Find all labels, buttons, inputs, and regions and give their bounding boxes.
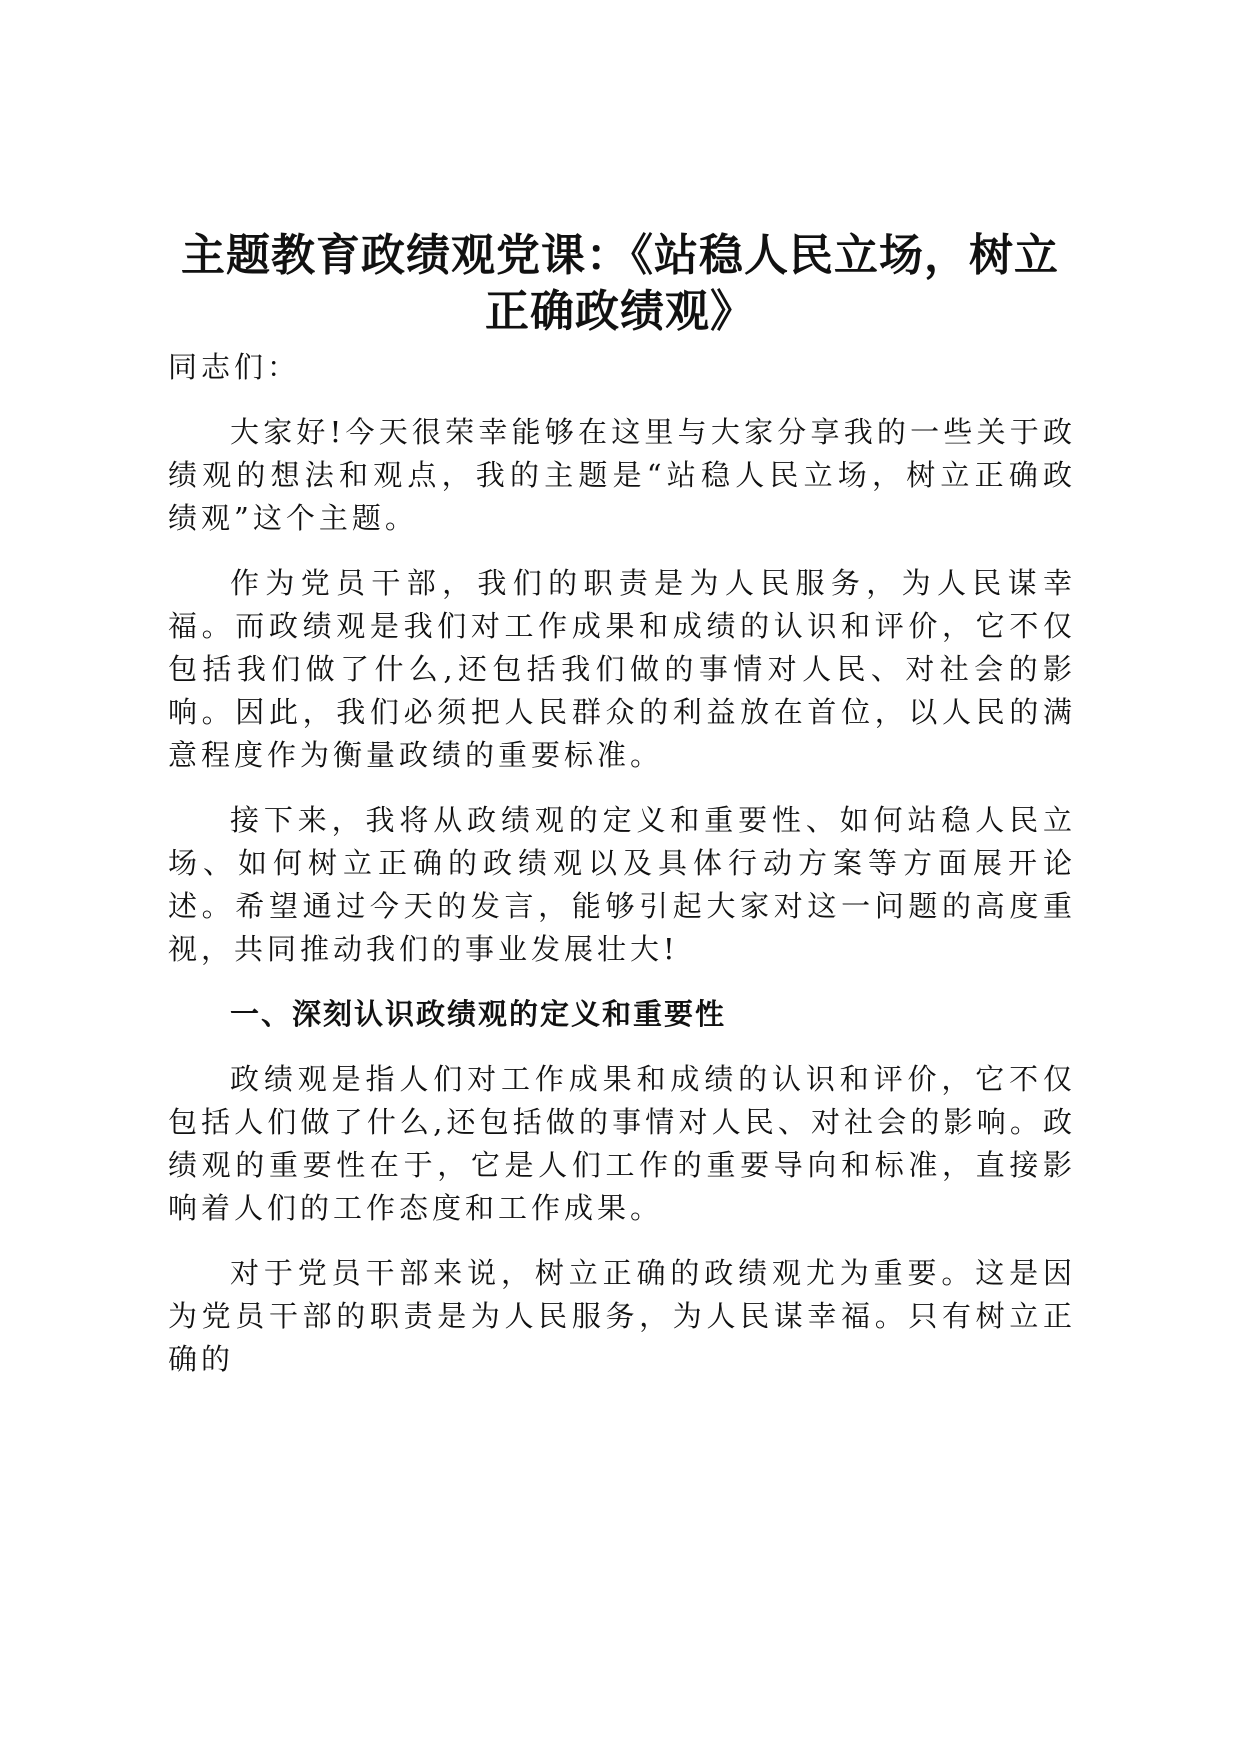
document-body (168, 346, 1076, 1403)
title-line-1: 主题教育政绩观党课：《站稳人民立场，树立 (181, 230, 1059, 281)
salutation: 同志们： (168, 350, 301, 384)
paragraph-greeting: 大家好!今天很荣幸能够在这里与大家分享我的一些关于政绩观的想法和观点，我的主题是“站稳人民立场，树立正确政绩观”这个主题。 (168, 415, 1076, 535)
title-line-2: 正确政绩观》 (485, 286, 755, 337)
paragraph-definition: 政绩观是指人们对工作成果和成绩的认识和评价，它不仅包括人们做了什么,还包括做的事情对人民、对社会的影响。政绩观的重要性在于，它是人们工作的重要导向和标准，直接影响着人们的工作态度和工作成果。 (168, 1062, 1076, 1225)
paragraph-duty: 作为党员干部，我们的职责是为人民服务，为人民谋幸福。而政绩观是我们对工作成果和成绩的认识和评价，它不仅包括我们做了什么,还包括我们做的事情对人民、对社会的影响。因此，我们必须把人民群众的利益放在首位，以人民的满意程度作为衡量政绩的重要标准。 (168, 566, 1076, 772)
paragraph-importance: 对于党员干部来说，树立正确的政绩观尤为重要。这是因为党员干部的职责是为人民服务，为人民谋幸福。只有树立正确的 (168, 1256, 1076, 1376)
section-heading-1: 一、深刻认识政绩观的定义和重要性 (230, 997, 727, 1031)
document-title (150, 228, 1090, 340)
paragraph-outline: 接下来，我将从政绩观的定义和重要性、如何站稳人民立场、如何树立正确的政绩观以及具体行动方案等方面展开论述。希望通过今天的发言，能够引起大家对这一问题的高度重视，共同推动我们的事业发展壮大! (168, 803, 1076, 966)
